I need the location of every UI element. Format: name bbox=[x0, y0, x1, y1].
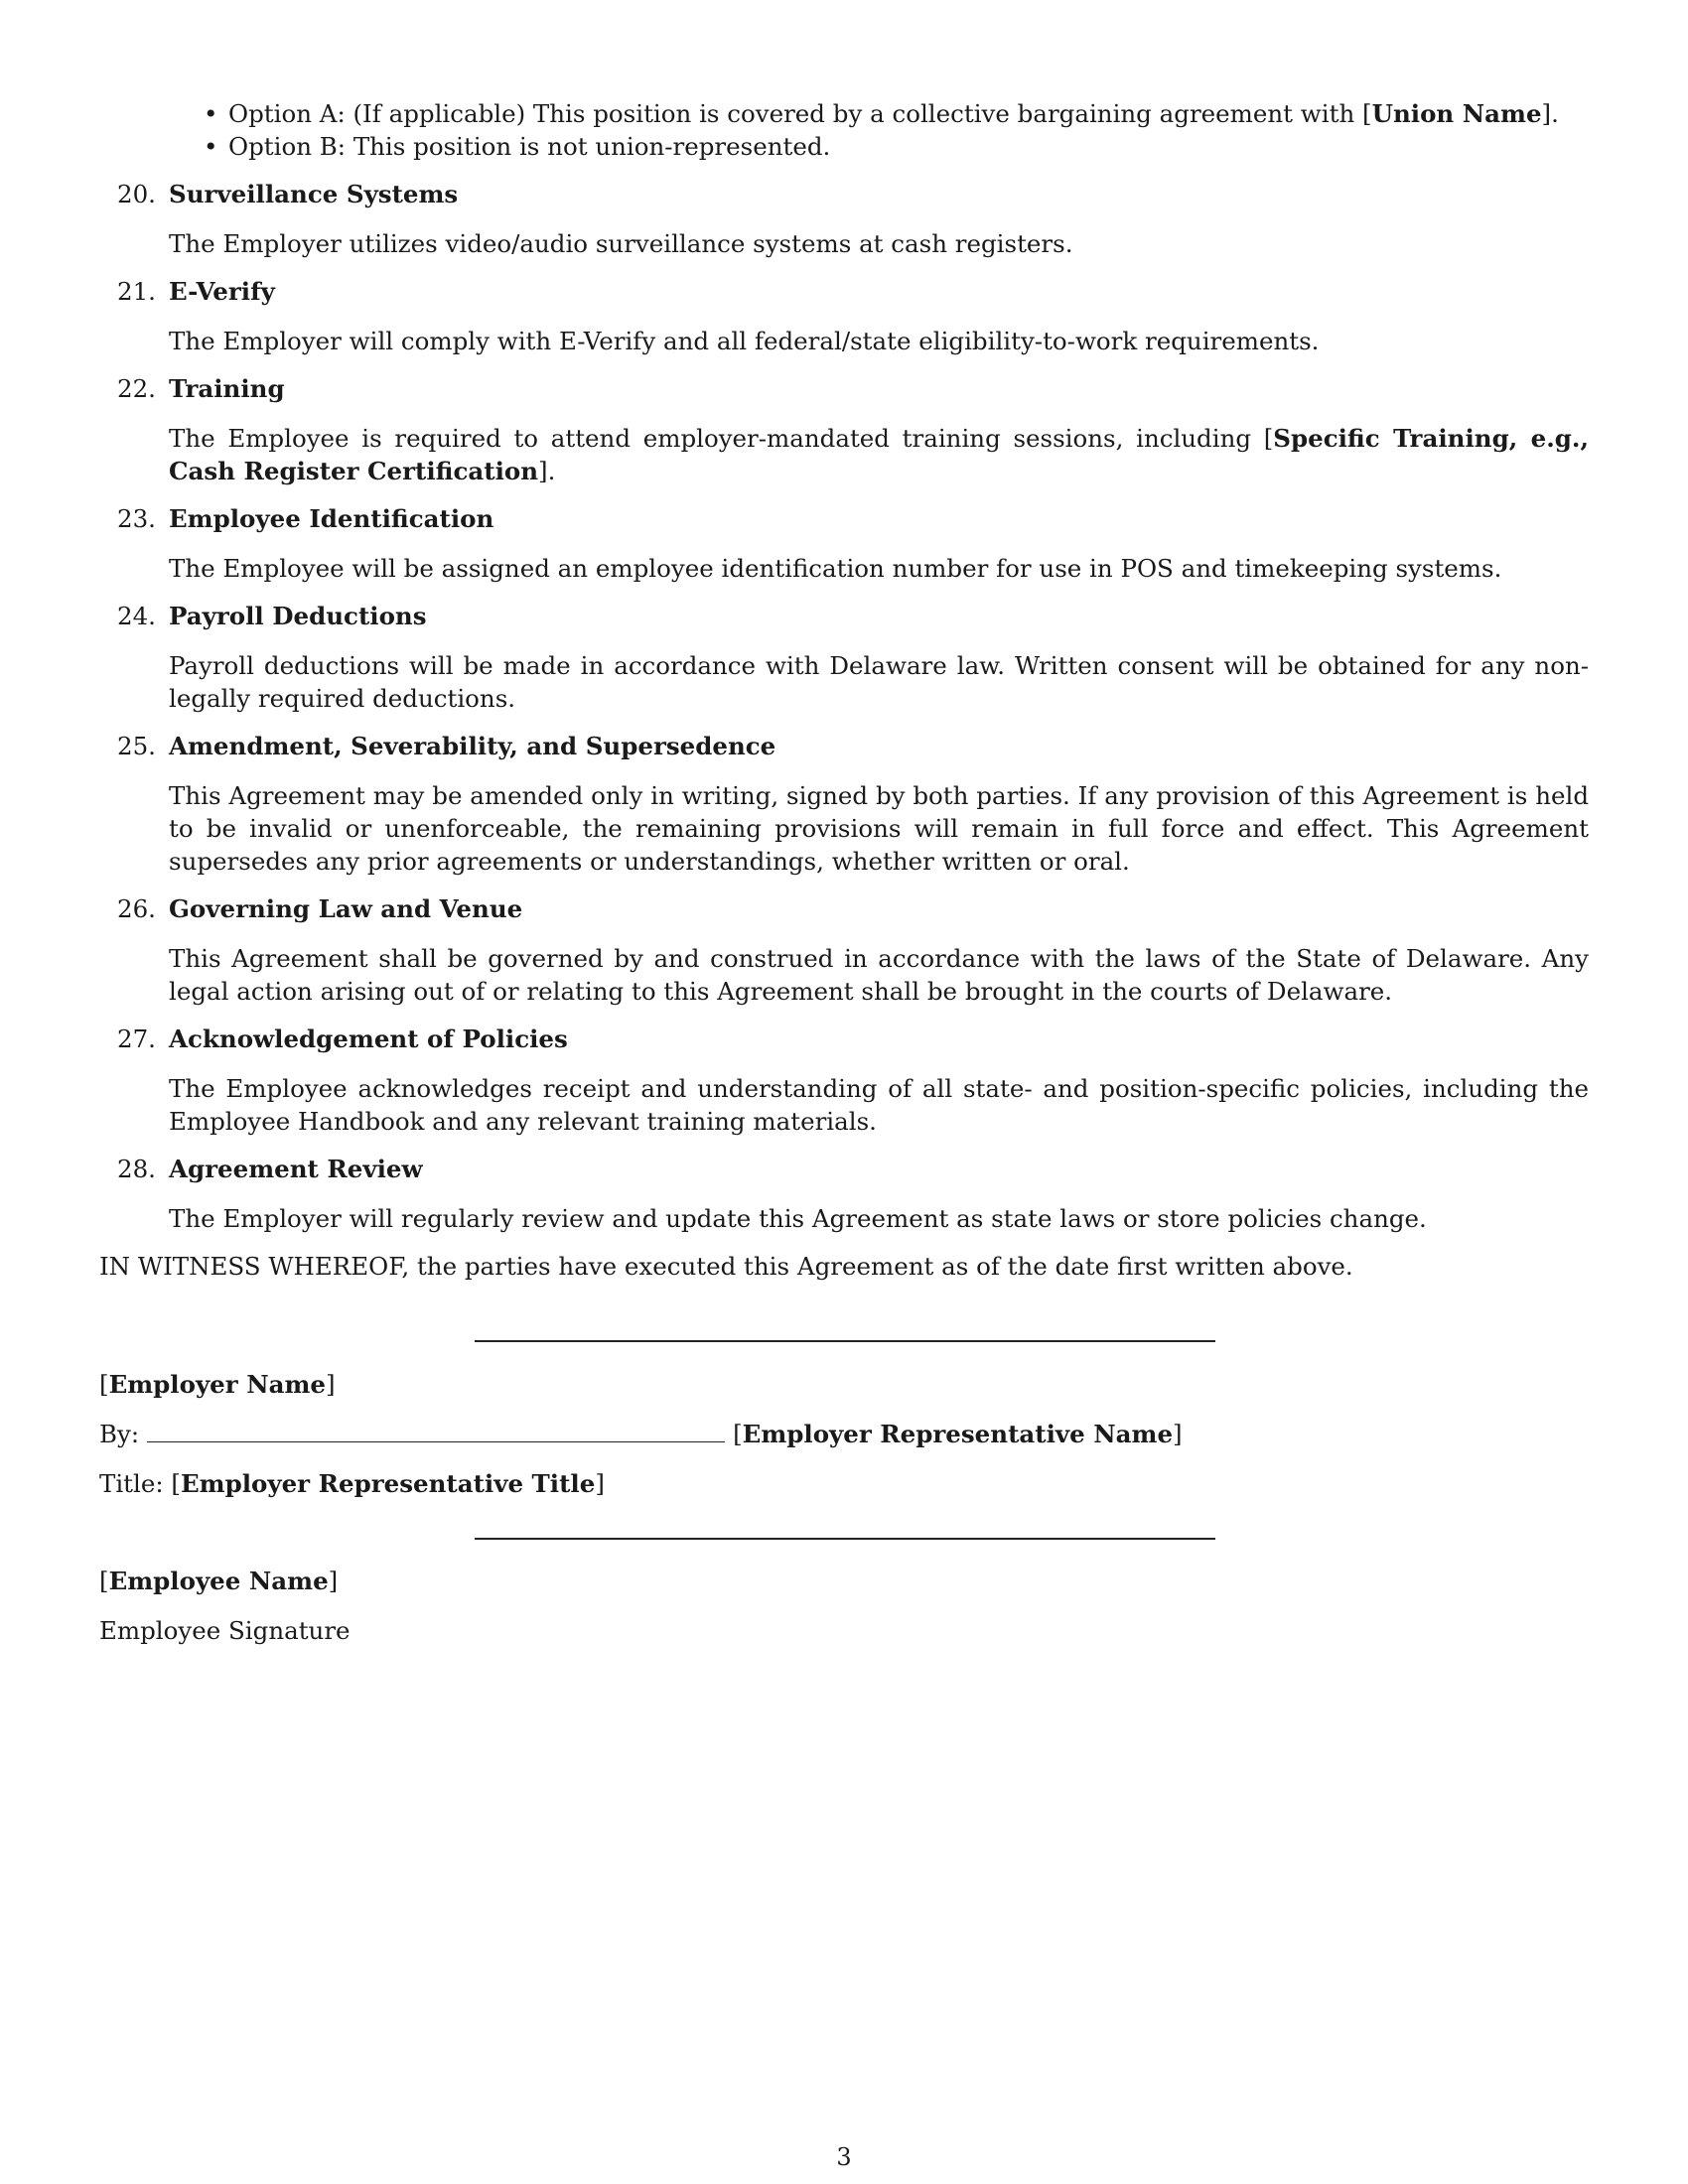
section-body: The Employee will be assigned an employee identification number for use in POS and timekeeping systems. bbox=[169, 554, 1502, 583]
section-heading bbox=[99, 892, 1589, 925]
section-heading bbox=[99, 372, 1589, 405]
section-e-verify bbox=[99, 275, 1589, 357]
section-agreement-review bbox=[99, 1153, 1589, 1235]
section-body: The Employee acknowledges receipt and understanding of all state- and position-specific policies, including the Employee Handbook and any relevant training materials. bbox=[169, 1074, 1589, 1136]
employee-signature-line[interactable] bbox=[475, 1538, 1215, 1540]
section-acknowledgement bbox=[99, 1023, 1589, 1138]
option-a-text-end: ]. bbox=[1541, 99, 1559, 128]
section-title: E-Verify bbox=[169, 277, 275, 306]
section-amendment bbox=[99, 730, 1589, 878]
option-a-text: Option A: (If applicable) This position is covered by a collective bargaining agreement with [ bbox=[228, 99, 1372, 128]
section-title: Training bbox=[169, 374, 285, 403]
section-title: Amendment, Severability, and Supersedence bbox=[169, 732, 776, 760]
representative-name-placeholder: Employer Representative Name bbox=[742, 1420, 1174, 1448]
section-body: Payroll deductions will be made in accordance with Delaware law. Written consent will be obtained for any non-legally required deductions. bbox=[169, 651, 1589, 713]
section-body: The Employer will regularly review and update this Agreement as state laws or store policies change. bbox=[169, 1204, 1427, 1233]
section-number: 28. bbox=[117, 1155, 156, 1183]
section-number: 23. bbox=[117, 504, 156, 533]
training-placeholder: Specific Training, e.g., Cash Register Certification bbox=[169, 424, 1589, 485]
section-heading bbox=[99, 1023, 1589, 1055]
title-label: Title: bbox=[99, 1469, 164, 1498]
section-heading bbox=[99, 275, 1589, 308]
section-heading bbox=[99, 730, 1589, 762]
section-training bbox=[99, 372, 1589, 487]
union-option-a bbox=[204, 97, 1589, 130]
employer-signature-line[interactable] bbox=[475, 1340, 1215, 1342]
section-heading bbox=[99, 1153, 1589, 1185]
training-text-end: ]. bbox=[538, 457, 556, 485]
section-body bbox=[99, 422, 1589, 487]
section-number: 25. bbox=[117, 732, 156, 760]
section-number: 27. bbox=[117, 1024, 156, 1053]
section-body: The Employer utilizes video/audio surveillance systems at cash registers. bbox=[169, 229, 1073, 258]
section-body: This Agreement shall be governed by and construed in accordance with the laws of the State of Delaware. Any legal action arising out of or relating to this Agreement shall be brought in the courts of Delaware. bbox=[169, 944, 1589, 1006]
by-label: By: bbox=[99, 1420, 140, 1448]
representative-title-placeholder: Employer Representative Title bbox=[180, 1469, 596, 1498]
section-number: 20. bbox=[117, 180, 156, 208]
employer-signature-block bbox=[99, 1368, 1183, 1500]
section-title: Employee Identification bbox=[169, 504, 494, 533]
section-title: Agreement Review bbox=[169, 1155, 423, 1183]
section-heading bbox=[99, 178, 1589, 210]
section-employee-identification bbox=[99, 502, 1589, 585]
employee-name: [Employee Name] bbox=[99, 1567, 339, 1595]
section-payroll-deductions bbox=[99, 600, 1589, 715]
union-options-list bbox=[99, 97, 1589, 163]
union-name-placeholder: Union Name bbox=[1371, 99, 1542, 128]
section-number: 22. bbox=[117, 374, 156, 403]
section-heading bbox=[99, 600, 1589, 632]
training-text: The Employee is required to attend employer-mandated training sessions, including [ bbox=[169, 424, 1274, 453]
section-governing-law bbox=[99, 892, 1589, 1008]
section-body: The Employer will comply with E-Verify and all federal/state eligibility-to-work requirements. bbox=[169, 327, 1320, 355]
employer-name: [Employer Name] bbox=[99, 1370, 336, 1399]
bullet-icon: • bbox=[204, 132, 218, 161]
agreement-sections bbox=[99, 178, 1589, 1235]
section-number: 26. bbox=[117, 894, 156, 923]
employer-by-row: By: [Employer Representative Name] bbox=[99, 1420, 1183, 1448]
representative-signature-line[interactable] bbox=[147, 1420, 725, 1442]
section-title: Acknowledgement of Policies bbox=[169, 1024, 568, 1053]
section-number: 24. bbox=[117, 602, 156, 630]
section-heading bbox=[99, 502, 1589, 535]
employee-name-placeholder: Employee Name bbox=[108, 1567, 329, 1595]
section-body: This Agreement may be amended only in writing, signed by both parties. If any provision of this Agreement is held to be invalid or unenforceable, the remaining provisions will remain in full force and effect. This Agreement supersedes any prior agreements or understandings, whether written or oral. bbox=[169, 781, 1589, 876]
document-body bbox=[99, 97, 1589, 1283]
employer-title-row: Title: [Employer Representative Title] bbox=[99, 1469, 605, 1498]
employee-signature-label: Employee Signature bbox=[99, 1616, 351, 1645]
section-title: Surveillance Systems bbox=[169, 180, 459, 208]
union-option-b bbox=[204, 130, 1589, 163]
section-title: Governing Law and Venue bbox=[169, 894, 523, 923]
witness-clause: IN WITNESS WHEREOF, the parties have executed this Agreement as of the date first written above. bbox=[99, 1252, 1353, 1281]
employer-name-placeholder: Employer Name bbox=[108, 1370, 326, 1399]
section-title: Payroll Deductions bbox=[169, 602, 427, 630]
page-number: 3 bbox=[836, 2143, 852, 2171]
option-b-text: Option B: This position is not union-represented. bbox=[228, 132, 831, 161]
bullet-icon: • bbox=[204, 99, 218, 128]
section-number: 21. bbox=[117, 277, 156, 306]
section-surveillance bbox=[99, 178, 1589, 260]
employee-signature-block bbox=[99, 1565, 351, 1647]
